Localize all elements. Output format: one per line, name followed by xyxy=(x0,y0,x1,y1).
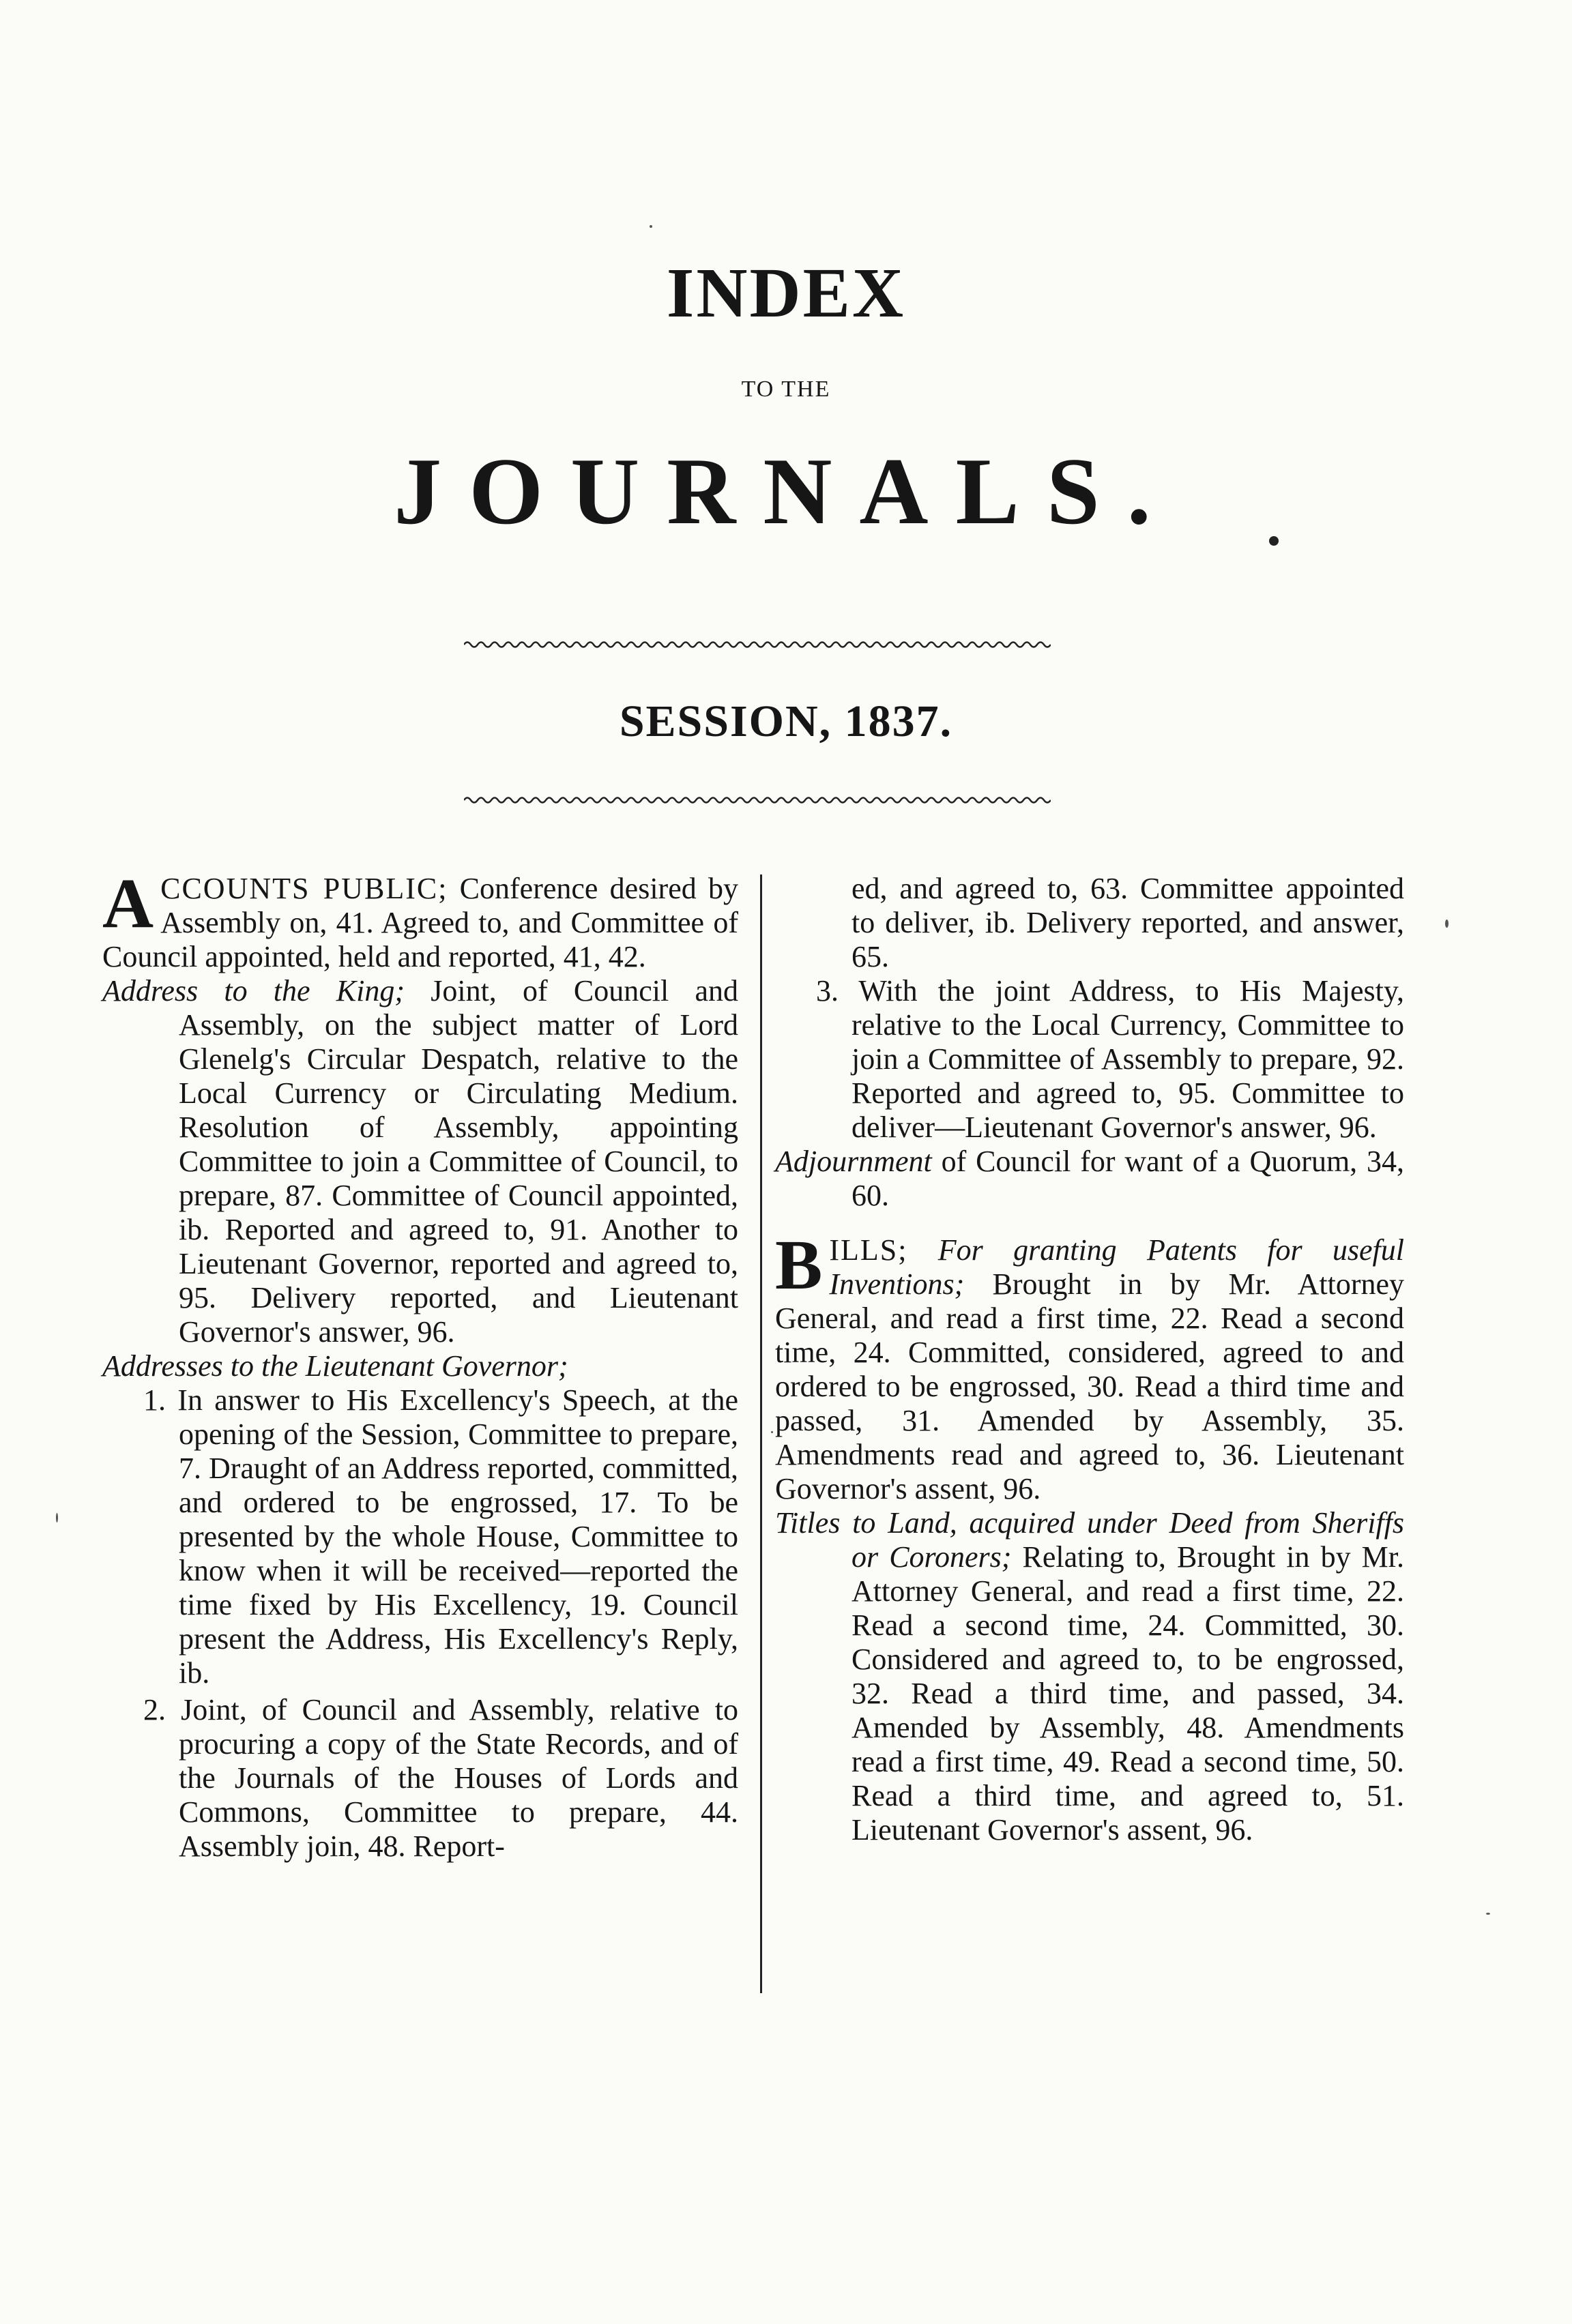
index-entry-bills xyxy=(775,1226,1404,1506)
entry-text: Relating to, Brought in by Mr. Attorney General, and read a first time, 22. Read a second time, 24. Committed, 30. Considered and agreed to, to be engrossed, 32. Read a third time, and passed, 34. Amended by Assembly, 48. Amendments read a first time, 49. Read a second time, 50. Read a third time, and agreed to, 51. Lieutenant Governor's assent, 96. xyxy=(852,1540,1404,1847)
sub-entry-number: 3. xyxy=(816,974,839,1007)
session-heading: SESSION, 1837. xyxy=(619,696,953,746)
entry-heading: Address to the King; xyxy=(102,974,405,1007)
scan-speck xyxy=(1445,920,1449,928)
entry-heading: CCOUNTS PUBLIC; xyxy=(160,872,448,905)
entry-text: Joint, of Council and Assembly, on the subject matter of Lord Glenelg's Circular Despatch, relative to the Local Currency or Circulating Medium. Resolution of Assembly, appointing Committee to join a Committee of Council, to prepare, 87. Committee of Council appointed, ib. Reported and agreed to, 91. Another to Lieutenant Governor, reported and agreed to, 95. Delivery reported, and Lieutenant Governor's answer, 96. xyxy=(179,974,738,1349)
sub-entry-text: Joint, of Council and Assembly, relative to procuring a copy of the State Records, and of the Journals of the Houses of Lords and Commons, Committee to prepare, 44. Assembly join, 48. Report- xyxy=(166,1693,738,1863)
journals-title: JOURNALS. xyxy=(394,439,1178,544)
entry-text: Brought in by Mr. Attorney General, and read a first time, 22. Read a second time, 24. Committed, considered, agreed to and ordered to be engrossed, 30. Read a third time and passed, 31. Amended by Assembly, 35. Amendments read and agreed to, 36. Lieutenant Governor's assent, 96. xyxy=(775,1267,1404,1505)
sub-entry-3 xyxy=(775,974,1404,1145)
scan-speck xyxy=(1486,1913,1490,1915)
sub-entry-1 xyxy=(102,1383,738,1690)
ornamental-rule-top xyxy=(464,640,1051,649)
drop-cap: B xyxy=(775,1226,823,1304)
index-title: INDEX xyxy=(666,254,906,332)
scan-speck xyxy=(56,1513,58,1523)
index-entry-address-to-king xyxy=(102,974,738,1349)
scan-speck xyxy=(650,225,652,228)
entry-text: Conference desired by Assembly on, 41. Agreed to, and Committee of Council appointed, held and reported, 41, 42. xyxy=(102,872,738,973)
sub-entry-number: 2. xyxy=(143,1693,166,1726)
index-column-right xyxy=(775,872,1404,1847)
index-subtitle: TO THE xyxy=(741,377,831,402)
index-entry-adjournment xyxy=(775,1145,1404,1213)
drop-cap: A xyxy=(102,864,154,943)
continued-entry: ed, and agreed to, 63. Committee appointed to deliver, ib. Delivery reported, and answer, 65. xyxy=(852,872,1404,973)
entry-heading: Adjournment xyxy=(775,1145,932,1178)
index-entry-accounts-public xyxy=(102,864,738,974)
index-column-left xyxy=(102,864,738,1864)
index-entry-titles-to-land xyxy=(775,1506,1404,1847)
sub-entry-text: With the joint Address, to His Majesty, relative to the Local Currency, Committee to join a Committee of Assembly to prepare, 92. Reported and agreed to, 95. Committee to deliver—Lieutenant Governor's answer, 96. xyxy=(839,974,1404,1144)
column-divider xyxy=(760,874,762,1993)
sub-entry-number: 1. xyxy=(143,1383,166,1417)
ornamental-rule-bottom xyxy=(464,795,1051,805)
scan-speck xyxy=(771,1431,773,1433)
entry-subheading: For granting Patents for useful Inventions; xyxy=(829,1233,1404,1301)
entry-heading: ILLS; xyxy=(829,1233,908,1267)
sub-entry-2 xyxy=(102,1693,738,1864)
scan-speck xyxy=(1269,536,1279,546)
entry-heading: Titles to Land, acquired under Deed from Sheriffs or Coroners; xyxy=(775,1506,1404,1574)
entry-heading: Addresses to the Lieutenant Governor; xyxy=(102,1349,568,1383)
entry-text: of Council for want of a Quorum, 34, 60. xyxy=(852,1145,1404,1212)
sub-entry-text: In answer to His Excellency's Speech, at the opening of the Session, Committee to prepare, 7. Draught of an Address reported, committed, and ordered to be engrossed, 17. To be presented by the whole House, Committee to know when it will be received—reported the time fixed by His Excellency, 19. Council present the Address, His Excellency's Reply, ib. xyxy=(166,1383,738,1690)
index-entry-addresses-lieutenant-governor xyxy=(102,1349,738,1383)
